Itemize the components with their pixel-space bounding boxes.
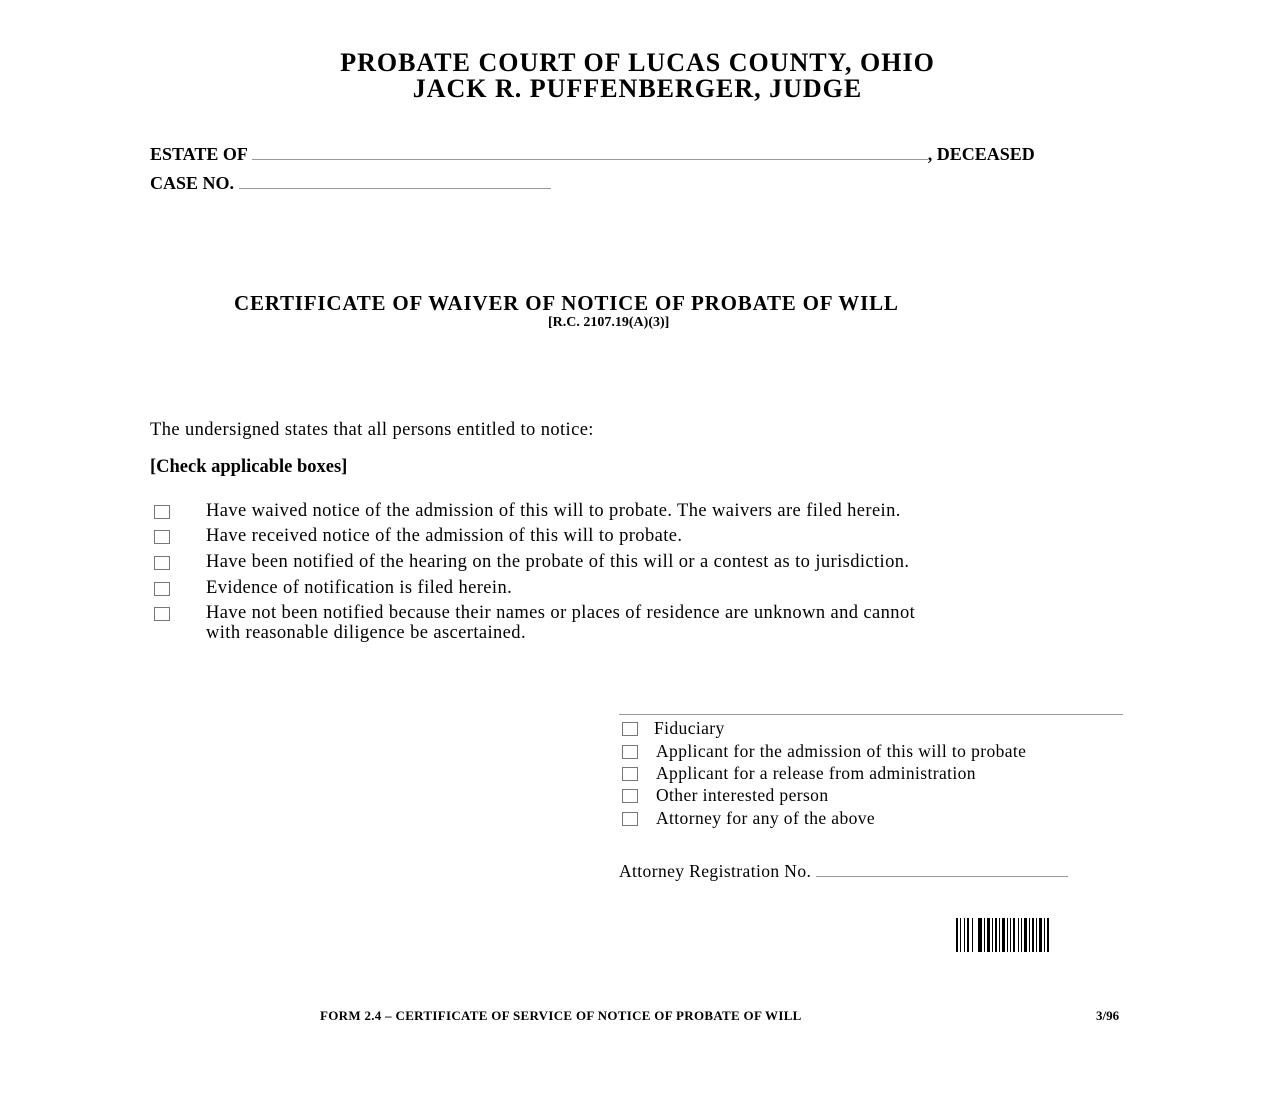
signature-line[interactable] (619, 714, 1123, 715)
case-row (150, 173, 551, 194)
role-checkbox[interactable] (622, 722, 638, 741)
case-number-field[interactable] (239, 174, 551, 189)
role-checkbox[interactable] (622, 789, 638, 808)
role-checkbox[interactable] (622, 767, 638, 786)
deceased-label: , DECEASED (927, 144, 1035, 164)
option-checkbox[interactable] (154, 530, 170, 549)
barcode-bar (999, 918, 1000, 952)
role-checkbox[interactable] (622, 812, 638, 831)
barcode-icon (956, 918, 1128, 952)
barcode-bar (978, 918, 982, 952)
barcode-bar (1010, 918, 1011, 952)
statute-reference: [R.C. 2107.19(A)(3)] (548, 315, 670, 330)
barcode-bar (1032, 918, 1034, 952)
option-label: Have not been notified because their names or places of residence are unknown and cannot (206, 603, 916, 623)
option-label-continued: with reasonable diligence be ascertained. (206, 623, 526, 643)
intro-text: The undersigned states that all persons entitled to notice: (150, 420, 594, 440)
barcode-bar (964, 918, 965, 952)
option-checkbox[interactable] (154, 505, 170, 524)
barcode-bar (1047, 918, 1049, 952)
attorney-registration-row (619, 861, 1068, 882)
barcode-bar (956, 918, 958, 952)
estate-name-field[interactable] (252, 145, 928, 160)
role-label: Applicant for a release from administration (656, 763, 976, 783)
role-label: Fiduciary (654, 718, 725, 738)
option-checkbox[interactable] (154, 607, 170, 626)
role-checkbox[interactable] (622, 745, 638, 764)
option-label: Have received notice of the admission of this will to probate. (206, 526, 683, 546)
footer-revision: 3/96 (1096, 1008, 1120, 1023)
role-label: Applicant for the admission of this will to probate (656, 741, 1027, 761)
barcode-bar (972, 918, 973, 952)
barcode-bar (1024, 918, 1027, 952)
barcode-bar (987, 918, 990, 952)
option-checkbox[interactable] (154, 582, 170, 601)
barcode-bar (984, 918, 985, 952)
barcode-bar (1007, 918, 1008, 952)
barcode-bar (1021, 918, 1022, 952)
option-label: Have waived notice of the admission of this will to probate. The waivers are filed herein. (206, 501, 901, 521)
barcode-bar (1029, 918, 1030, 952)
attorney-registration-label: Attorney Registration No. (619, 861, 812, 881)
barcode-bar (995, 918, 997, 952)
barcode-bar (1036, 918, 1037, 952)
case-label: CASE NO. (150, 173, 235, 193)
role-label: Attorney for any of the above (656, 808, 876, 828)
footer-form-name: FORM 2.4 – CERTIFICATE OF SERVICE OF NOTICE OF PROBATE OF WILL (320, 1008, 802, 1023)
role-label: Other interested person (656, 785, 829, 805)
option-label: Evidence of notification is filed herein. (206, 578, 513, 598)
barcode-bar (960, 918, 961, 952)
instruction-text: [Check applicable boxes] (150, 457, 348, 477)
barcode-bar (967, 918, 969, 952)
option-label: Have been notified of the hearing on the probate of this will or a contest as to jurisdiction. (206, 552, 910, 572)
barcode-bar (1018, 918, 1019, 952)
barcode-bar (1039, 918, 1042, 952)
judge-name: JACK R. PUFFENBERGER, JUDGE (412, 74, 863, 103)
attorney-registration-field[interactable] (816, 862, 1068, 877)
estate-row (150, 144, 1035, 165)
barcode-bar (1044, 918, 1045, 952)
estate-label: ESTATE OF (150, 144, 248, 164)
court-name: PROBATE COURT OF LUCAS COUNTY, OHIO (340, 48, 935, 77)
barcode-bar (992, 918, 993, 952)
option-checkbox[interactable] (154, 556, 170, 575)
barcode-bar (1013, 918, 1015, 952)
form-title: CERTIFICATE OF WAIVER OF NOTICE OF PROBATE OF WILL (234, 291, 899, 315)
barcode-bar (1002, 918, 1005, 952)
